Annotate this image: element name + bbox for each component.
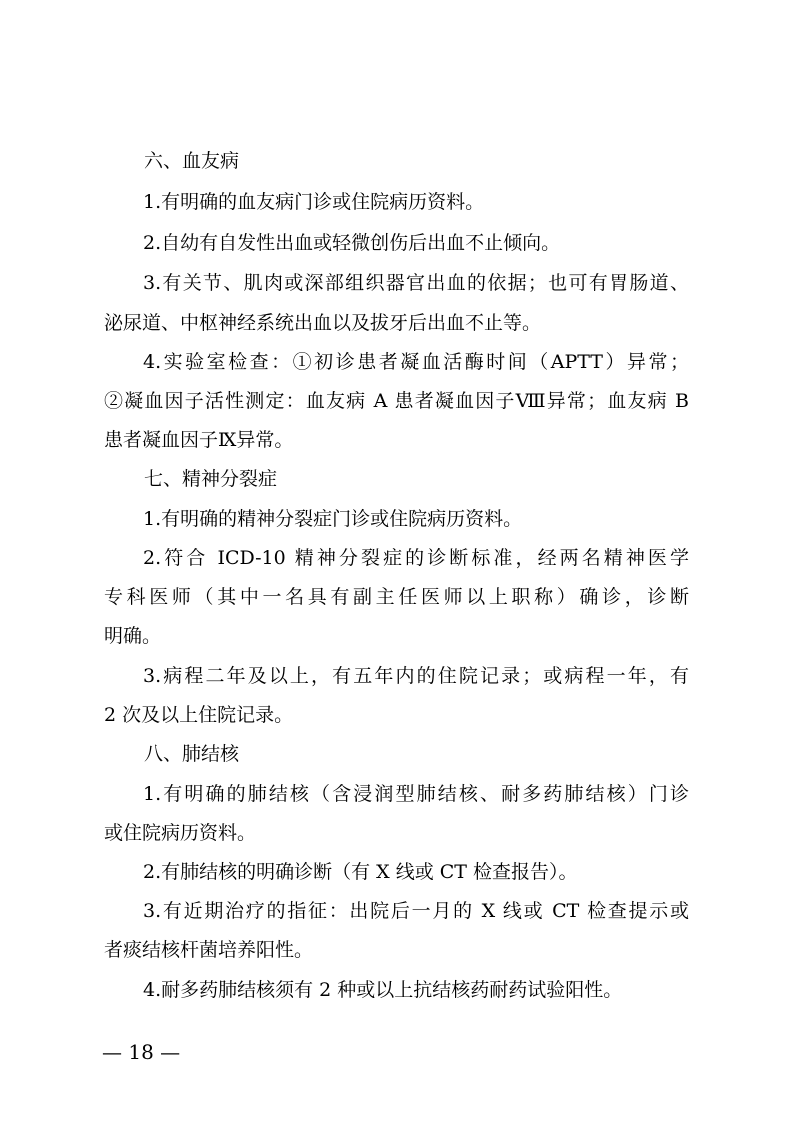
page-number: — 18 — — [102, 1040, 181, 1064]
paragraph-line: 4.耐多药肺结核须有 2 种或以上抗结核药耐药试验阳性。 — [143, 979, 623, 1001]
paragraph-line: 2.自幼有自发性出血或轻微创伤后出血不止倾向。 — [143, 232, 561, 254]
paragraph-line: 1.有明确的肺结核（含浸润型肺结核、耐多药肺结核）门诊 — [143, 783, 689, 805]
paragraph-line: 2.有肺结核的明确诊断（有 X 线或 CT 检查报告）。 — [143, 861, 578, 883]
paragraph-line: 明确。 — [104, 625, 162, 647]
paragraph-line: 3.有近期治疗的指征：出院后一月的 X 线或 CT 检查提示或 — [143, 900, 689, 922]
paragraph-line: 4.实验室检查：①初诊患者凝血活酶时间（APTT）异常； — [143, 351, 689, 373]
paragraph-line: 3.有关节、肌肉或深部组织器官出血的依据；也可有胃肠道、 — [143, 272, 689, 294]
paragraph-line: 专科医师（其中一名具有副主任医师以上职称）确诊，诊断 — [104, 586, 689, 608]
paragraph-line: 患者凝血因子Ⅸ异常。 — [104, 429, 294, 451]
paragraph-line: 1.有明确的精神分裂症门诊或住院病历资料。 — [143, 508, 523, 530]
paragraph-line: 者痰结核杆菌培养阳性。 — [104, 939, 314, 961]
paragraph-line: 或住院病历资料。 — [104, 822, 257, 844]
section-heading-tuberculosis: 八、肺结核 — [144, 743, 240, 765]
paragraph-line: 3.病程二年及以上，有五年内的住院记录；或病程一年，有 — [143, 665, 689, 687]
paragraph-line: 泌尿道、中枢神经系统出血以及拔牙后出血不止等。 — [104, 312, 542, 334]
section-heading-schizophrenia: 七、精神分裂症 — [144, 468, 278, 490]
paragraph-line: 2.符合 ICD-10 精神分裂症的诊断标准，经两名精神医学 — [143, 547, 689, 569]
paragraph-line: 1.有明确的血友病门诊或住院病历资料。 — [143, 191, 485, 213]
paragraph-line: 2 次及以上住院记录。 — [104, 704, 294, 726]
section-heading-hemophilia: 六、血友病 — [144, 150, 240, 172]
paragraph-line: ②凝血因子活性测定：血友病 A 患者凝血因子Ⅷ异常；血友病 B — [104, 390, 689, 412]
